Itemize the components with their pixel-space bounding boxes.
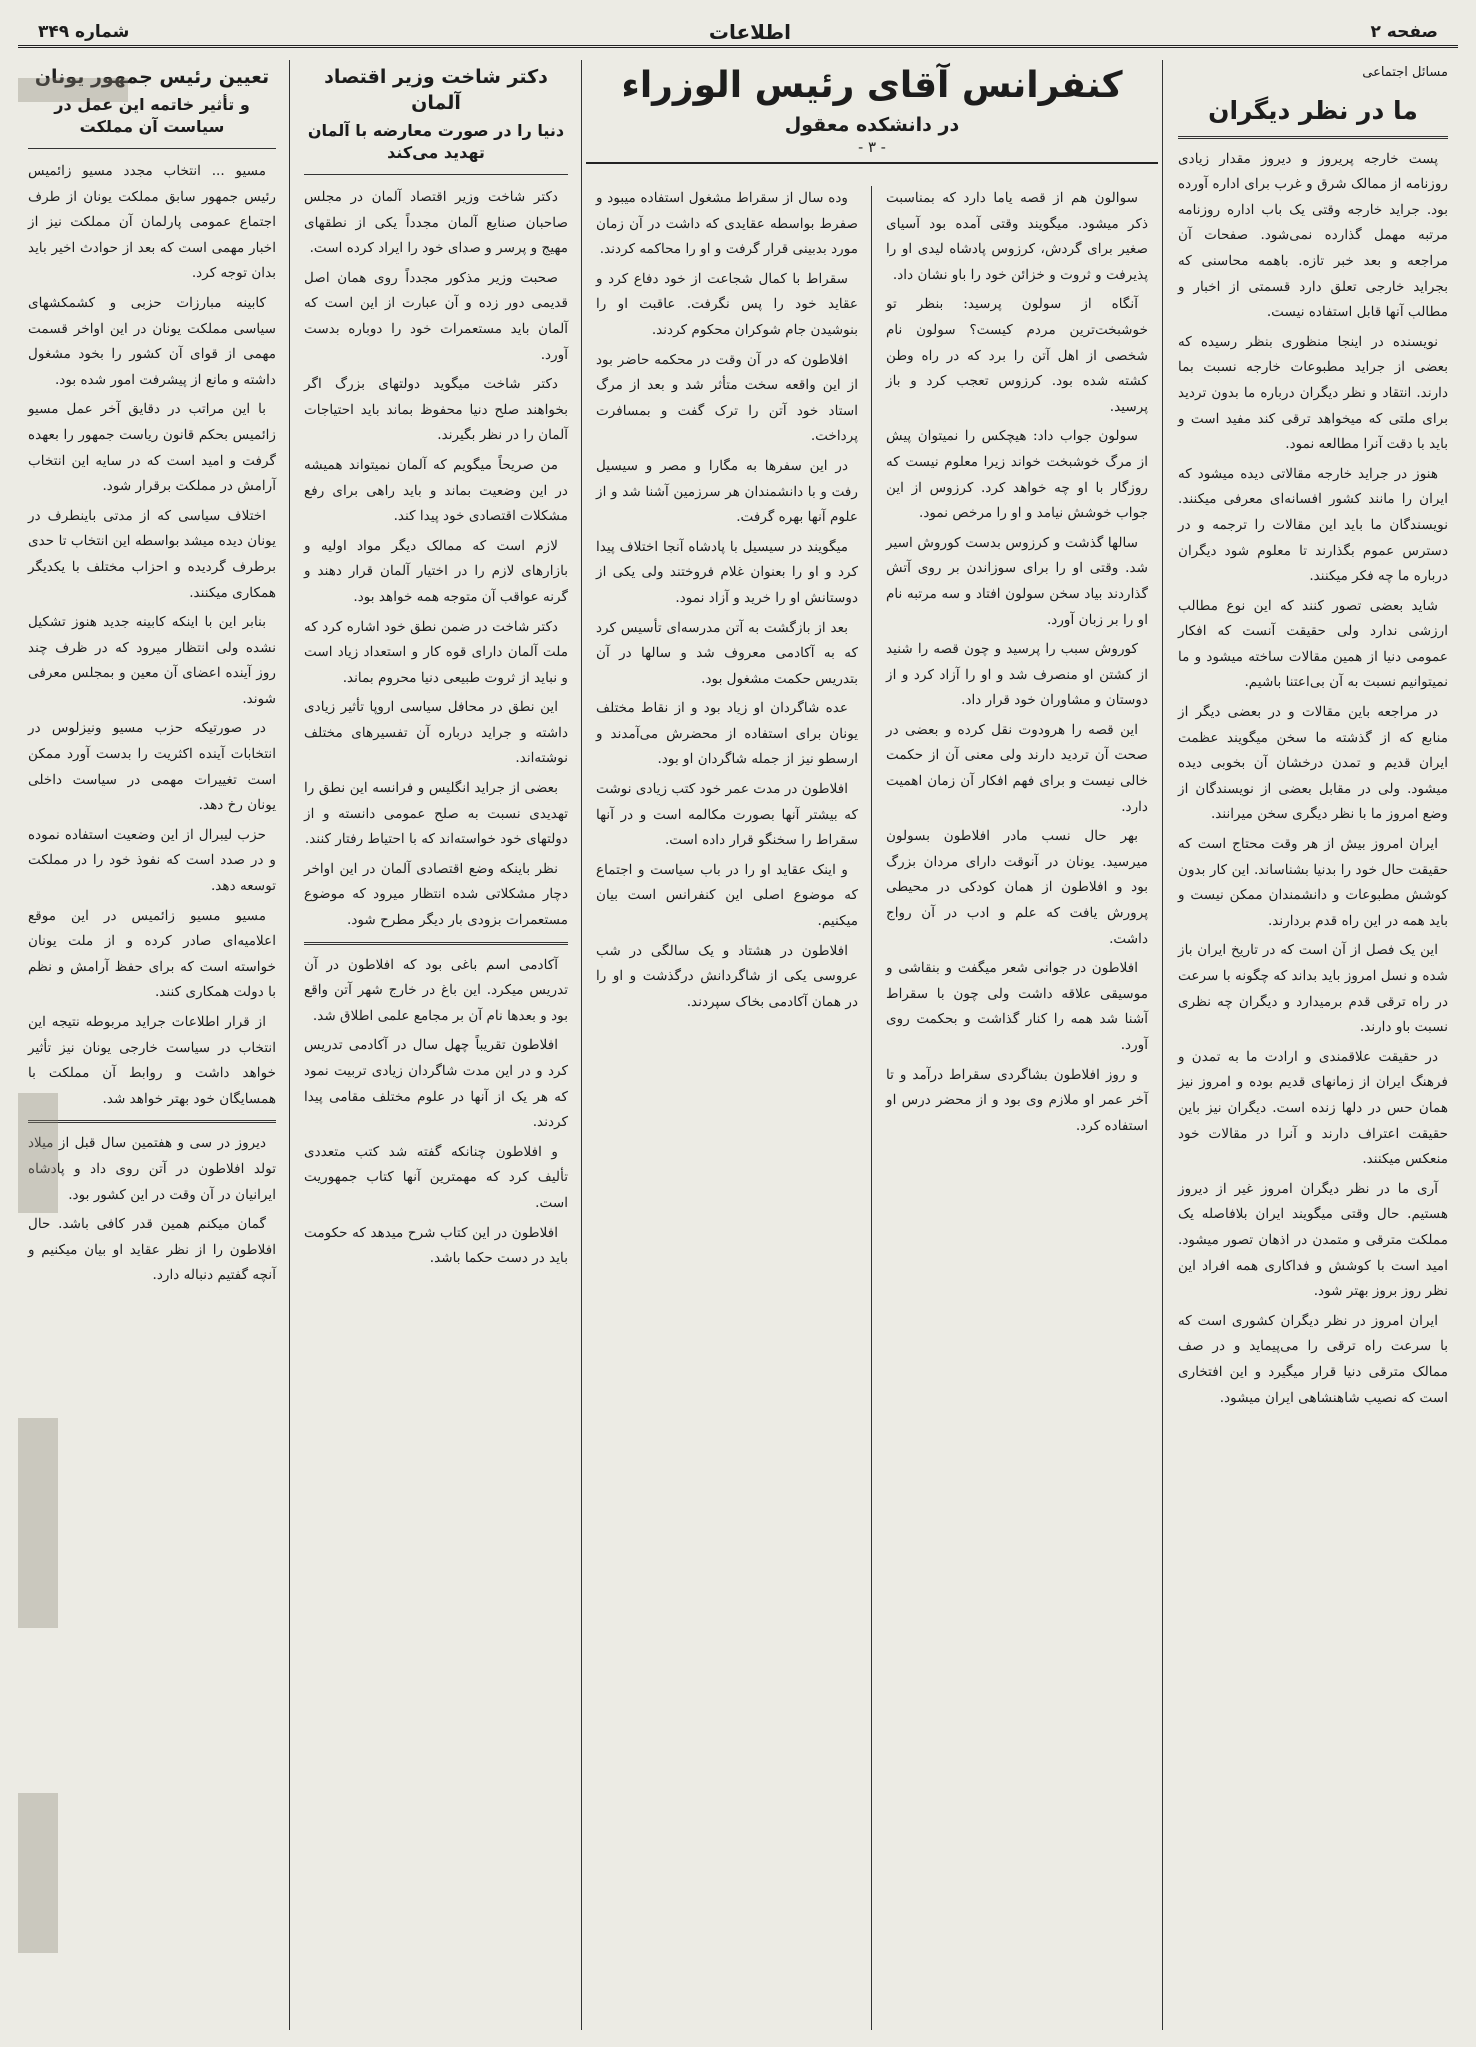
article-continuation <box>28 1131 276 1289</box>
column-rule <box>289 60 290 2030</box>
column-conference-1 <box>876 186 1158 2030</box>
article-title: تعیین رئیس جمهور یونان <box>34 66 270 88</box>
paragraph: افلاطون که در آن وقت در محکمه حاضر بود از این واقعه سخت متأثر شد و بعد از مرگ استاد خود آتن را ترک گفت و بمسافرت پرداخت. <box>596 351 858 445</box>
paragraph: سالها گذشت و کرزوس بدست کوروش اسیر شد. وقتی او را برای سوزاندن بر روی آتش گذاردند بیاد سخن سولون افتاد و سه مرتبه نام او را بر زبان آورد. <box>886 534 1148 628</box>
paragraph: من صریحاً میگویم که آلمان نمیتواند همیشه در این وضعیت بماند و باید راهی برای رفع مشکلات اقتصادی خود پیدا کند. <box>304 456 568 525</box>
paragraph: عده شاگردان او زیاد بود و از نقاط مختلف یونان برای استفاده از محضرش می‌آمدند و ارسطو نیز از جمله شاگردان او بود. <box>596 700 858 768</box>
paragraph: در مراجعه باین مقالات و در بعضی دیگر از منابع که از گذشته ما سخن میگویند عظمت ایران قدیم و تمدن درخشان آن بخوبی دیده میشود. ولی در مقابل بعضی از نویسندگان از وضع امروز ما با نظر دیگری سخن میرانند. <box>1178 704 1448 823</box>
paragraph: دکتر شاخت وزیر اقتصاد آلمان در مجلس صاحبان صنایع آلمان مجدداً یکی از نطقهای مهیج و پرسر و صدای خود را ایراد کرده است. <box>304 189 568 257</box>
banner-subtitle: در دانشکده معقول <box>784 114 960 136</box>
paragraph: و روز افلاطون بشاگردی سقراط درآمد و تا آخر عمر او ملازم وی بود و از محضر درس او استفاده کرد. <box>886 1066 1148 1134</box>
paragraph: این قصه را هرودوت نقل کرده و بعضی در صحت آن تردید دارند ولی معنی آن از حکمت خالی نیست و برای فهم افکار آن زمان اهمیت دارد. <box>886 721 1148 815</box>
article-body <box>886 186 1148 1139</box>
divider <box>304 942 568 945</box>
paragraph: اختلاف سیاسی که از مدتی باینطرف در یونان دیده میشد بواسطه این انتخاب تا حدی برطرف گردیده و احزاب مختلف با یکدیگر همکاری میکنند. <box>28 507 276 601</box>
paragraph: در این سفرها به مگارا و مصر و سیسیل رفت و با دانشمندان هر سرزمین آشنا شد و از علوم آنها بهره گرفت. <box>596 457 858 526</box>
paragraph: با این مراتب در دقایق آخر عمل مسیو زائمیس بحکم قانون ریاست جمهور را بعهده گرفت و امید است که در سایه این انتخاب آرامش در مملکت برقرار شود. <box>28 401 276 495</box>
paragraph: لازم است که ممالک دیگر مواد اولیه و بازارهای لازم را در اختیار آلمان قرار دهند و گرنه عواقب آن متوجه همه خواهد بود. <box>304 537 568 605</box>
article-body <box>28 159 276 1112</box>
paragraph: و اینک عقاید او را در باب سیاست و اجتماع که موضوع اصلی این کنفرانس است بیان میکنیم. <box>596 861 858 930</box>
paragraph: بهر حال نسب مادر افلاطون بسولون میرسید. یونان در آنوقت دارای مردان بزرگ بود و افلاطون از همان کودکی در محیطی پرورش یافت که علم و ادب در آن رواج داشت. <box>886 828 1148 947</box>
column-greece <box>18 60 286 2030</box>
column-social-issues <box>1168 60 1458 2030</box>
paragraph: نویسنده در اینجا منظوری بنظر رسیده که بعضی از جراید مطبوعات خارجه نسبت بما دارند. انتقاد و نظر دیگران درباره ما بدون تردید برای ملتی که میخواهد ترقی کند مفید است و باید با دقت آنرا مطالعه نمود. <box>1178 333 1448 453</box>
divider <box>304 174 568 175</box>
banner-title: کنفرانس آقای رئیس الوزراء <box>621 65 1123 106</box>
column-rule <box>871 186 872 2030</box>
column-rule <box>581 60 582 2030</box>
paragraph: ایران امروز در نظر دیگران کشوری است که با سرعت راه ترقی را می‌پیماید و در صف ممالک مترقی دنیا قرار میگیرد و این افتخاری است که نصیب شاهنشاهی ایران میشود. <box>1178 1312 1448 1406</box>
paragraph: بعضی از جراید انگلیس و فرانسه این نطق را تهدیدی نسبت به صلح عمومی دانسته و از دولتهای خود خواسته‌اند که با احتیاط رفتار کنند. <box>304 780 568 848</box>
paragraph: سقراط با کمال شجاعت از خود دفاع کرد و عقاید خود را پس نگرفت. عاقبت او را بنوشیدن جام شوکران محکوم کردند. <box>596 270 858 338</box>
paragraph: افلاطون در هشتاد و یک سالگی در شب عروسی یکی از شاگردانش درگذشت و او را در همان آکادمی بخاک سپردند. <box>596 942 858 1010</box>
article-subtitle: و تأثیر خاتمه این عمل در سیاست آن مملکت <box>54 95 250 136</box>
paragraph: میگویند در سیسیل با پادشاه آنجا اختلاف پیدا کرد و او را بعنوان غلام فروختند ولی یکی از دوستانش او را خرید و آزاد نمود. <box>596 538 858 606</box>
paragraph: آری ما در نظر دیگران امروز غیر از دیروز هستیم. حال وقتی میگویند ایران بلافاصله یک مملکت مترقی و متمدن در اذهان تصور میشود. امید است با کوشش و فداکاری همه افراد این نظر روز بروز بهتر شود. <box>1178 1180 1448 1300</box>
paragraph: دکتر شاخت در ضمن نطق خود اشاره کرد که ملت آلمان دارای قوه کار و استعداد زیاد است و نباید از ثروت طبیعی دنیا محروم بماند. <box>304 618 568 686</box>
column-schacht <box>294 60 578 2030</box>
paper-name: اطلاعات <box>708 19 791 44</box>
paragraph: دکتر شاخت میگوید دولتهای بزرگ اگر بخواهند صلح دنیا محفوظ بماند باید احتیاجات آلمان را در نظر بگیرند. <box>304 376 568 444</box>
paragraph: سولون جواب داد: هیچکس را نمیتوان پیش از مرگ خوشبخت خواند زیرا معلوم نیست که روزگار با او چه خواهد کرد. کرزوس از این جواب خوشش نیامد و او را مرخص نمود. <box>886 428 1148 522</box>
paragraph: شاید بعضی تصور کنند که این نوع مطالب ارزشی ندارد ولی حقیقت آنست که افکار عمومی دنیا از همین مقالات ساخته میشود و ما نمیتوانیم نسبت به آن بی‌اعتنا باشیم. <box>1178 597 1448 691</box>
paragraph: در حقیقت علاقمندی و ارادت ما به تمدن و فرهنگ ایران از زمانهای قدیم بوده و امروز نیز همان حس در دلها زنده است. دیگران نیز باین حقیقت اعتراف دارند و آنرا در مقالات خود منعکس میکنند. <box>1178 1048 1448 1168</box>
paragraph: مسیو مسیو زائمیس در این موقع اعلامیه‌ای صادر کرده و از ملت یونان خواسته است که برای حفظ آرامش و نظم با دولت همکاری کنند. <box>28 907 276 1001</box>
article-continuation <box>304 953 568 1272</box>
article-title: دکتر شاخت وزیر اقتصاد آلمان <box>324 66 548 114</box>
paragraph: این نطق در محافل سیاسی اروپا تأثیر زیادی داشته و جراید درباره آن تفسیرهای مختلف نوشته‌اند. <box>304 699 568 767</box>
paragraph: افلاطون تقریباً چهل سال در آکادمی تدریس کرد و در این مدت شاگردان زیادی تربیت نمود که هر یک از آنها در علوم مختلف مقامی پیدا کردند. <box>304 1037 568 1131</box>
masthead <box>18 18 1458 48</box>
part-number: - ۳ - <box>858 138 886 156</box>
paragraph: و افلاطون چنانکه گفته شد کتب متعددی تألیف کرد که مهمترین آنها کتاب جمهوریت است. <box>304 1143 568 1211</box>
paragraph: حزب لیبرال از این وضعیت استفاده نموده و در صدد است که نفوذ خود را در مملکت توسعه دهد. <box>28 826 276 895</box>
section-kicker: مسائل اجتماعی <box>1362 65 1448 80</box>
paragraph: از قرار اطلاعات جراید مربوطه نتیجه این انتخاب در سیاست خارجی یونان نیز تأثیر خواهد داشت و روابط آن مملکت با همسایگان خود بهتر خواهد شد. <box>28 1014 276 1107</box>
divider <box>28 148 276 149</box>
paragraph: کابینه مبارزات حزبی و کشمکشهای سیاسی مملکت یونان در این اواخر قسمت مهمی از قوای آن کشور را بخود مشغول داشته و مانع از پیشرفت امور شده بود. <box>28 294 276 388</box>
paragraph: افلاطون در جوانی شعر میگفت و بنقاشی و موسیقی علاقه داشت ولی چون با سقراط آشنا شد همه را کنار گذاشت و بحکمت روی آورد. <box>886 960 1148 1053</box>
column-conference-2 <box>586 186 868 2030</box>
divider <box>28 1120 276 1123</box>
paragraph: گمان میکنم همین قدر کافی باشد. حال افلاطون را از نظر عقاید او بیان میکنیم و آنچه گفتیم دنباله دارد. <box>28 1216 276 1284</box>
paragraph: افلاطون در این کتاب شرح میدهد که حکومت باید در دست حکما باشد. <box>304 1224 568 1267</box>
article-body <box>1178 147 1448 1412</box>
paragraph: ایران امروز بیش از هر وقت محتاج است که حقیقت حال خود را بدنیا بشناساند. این کار بدون کوشش مطبوعات و دانشمندان ممکن نیست و باید همه در این راه قدم بردارند. <box>1178 836 1448 929</box>
divider <box>1178 136 1448 139</box>
paragraph: سوالون هم از قصه یاما دارد که بمناسبت ذکر میشود. میگویند وقتی آمده بود آسیای صغیر برای گردش، کرزوس پادشاه لیدی او را پذیرفت و ثروت و خزائن خود را باو نشان داد. <box>886 190 1148 283</box>
article-title: ما در نظر دیگران <box>1208 95 1418 125</box>
paragraph: در صورتیکه حزب مسیو ونیزلوس در انتخابات آینده اکثریت را بدست آورد ممکن است تغییرات مهمی در سیاست داخلی یونان رخ دهد. <box>28 720 276 814</box>
issue-number: شماره ۳۴۹ <box>38 21 130 42</box>
article-body <box>304 185 568 934</box>
column-rule <box>1162 60 1163 2030</box>
newspaper-page <box>18 18 1458 2030</box>
paragraph: پست خارجه پریروز و دیروز مقدار زیادی روزنامه از ممالک شرق و غرب برای اداره آورده بود. جراید خارجه وقتی یک باب اداره روزنامه مرتبه مهمل گذارده نمی‌شود. صفحات آن مراجعه و بعد خبر تازه. باهمه محاسنی که بجراید خارجی تعلق دارد قسمتی از اخبار و مطالب آنها قابل استفاده نیست. <box>1178 150 1448 321</box>
paragraph: آنگاه از سولون پرسید: بنظر تو خوشبخت‌ترین مردم کیست؟ سولون نام شخصی از اهل آتن را برد که در راه وطن کشته شده بود. کرزوس تعجب کرد و باز پرسید. <box>886 296 1148 415</box>
paragraph: بنابر این با اینکه کابینه جدید هنوز تشکیل نشده ولی انتظار میرود که در ظرف چند روز آینده اعضای آن معین و بمجلس معرفی شوند. <box>28 614 276 707</box>
paragraph: مسیو ... انتخاب مجدد مسیو زائمیس رئیس جمهور سابق مملکت یونان از طرف اجتماع عمومی پارلمان آن مملکت نیز از اخبار مهمی است که بعد از حوادث اخیر باید بدان توجه کرد. <box>28 163 276 282</box>
paragraph: افلاطون در مدت عمر خود کتب زیادی نوشت که بیشتر آنها بصورت مکالمه است و در آنها سقراط را سخنگو قرار داده است. <box>596 781 858 849</box>
paragraph: هنوز در جراید خارجه مقالاتی دیده میشود که ایران را مانند کشور افسانه‌ای معرفی میکنند. نویسندگان ما باید این مقالات را ترجمه و در دسترس عموم بگذارند تا معلوم شود دیگران درباره ما چه فکر میکنند. <box>1178 465 1448 585</box>
paragraph: نظر باینکه وضع اقتصادی آلمان در این اواخر دچار مشکلاتی شده انتظار میرود که موضوع مستعمرات بزودی بار دیگر مطرح شود. <box>304 860 568 929</box>
article-subtitle: دنیا را در صورت معارضه با آلمان تهدید می‌کند <box>307 121 565 162</box>
paragraph: بعد از بازگشت به آتن مدرسه‌ای تأسیس کرد که به آکادمی معروف شد و سالها در آن بتدریس حکمت مشغول بود. <box>596 619 858 687</box>
paragraph: آکادمی اسم باغی بود که افلاطون در آن تدریس میکرد. این باغ در خارج شهر آتن واقع بود و بعدها نام آن بر مجامع علمی اطلاق شد. <box>304 956 568 1024</box>
conference-banner <box>586 60 1158 164</box>
paragraph: صحبت وزیر مذکور مجدداً روی همان اصل قدیمی دور زده و آن عبارت از این است که آلمان باید مستعمرات خود را دوباره بدست آورد. <box>304 269 568 363</box>
paragraph: کوروش سبب را پرسید و چون قصه را شنید از کشتن او منصرف شد و او را آزاد کرد و از دوستان و مشاوران خود قرار داد. <box>886 641 1148 709</box>
paragraph: دیروز در سی و هفتمین سال قبل از میلاد تولد افلاطون در آتن روی داد و پادشاه ایرانیان در آن وقت در این کشور بود. <box>28 1135 276 1203</box>
page-number: صفحه ۲ <box>1370 21 1438 42</box>
article-body <box>596 186 858 1015</box>
paragraph: وده سال از سقراط مشغول استفاده میبود و صفرط بواسطه عقایدی که داشت در آن زمان مورد بدبینی قرار گرفت و او را محاکمه کردند. <box>596 190 858 258</box>
paragraph: این یک فصل از آن است که در تاریخ ایران باز شده و نسل امروز باید بداند که چگونه با سرعت در راه ترقی قدم برمیدارد و دیگران چه نظری نسبت باو دارند. <box>1178 942 1448 1036</box>
